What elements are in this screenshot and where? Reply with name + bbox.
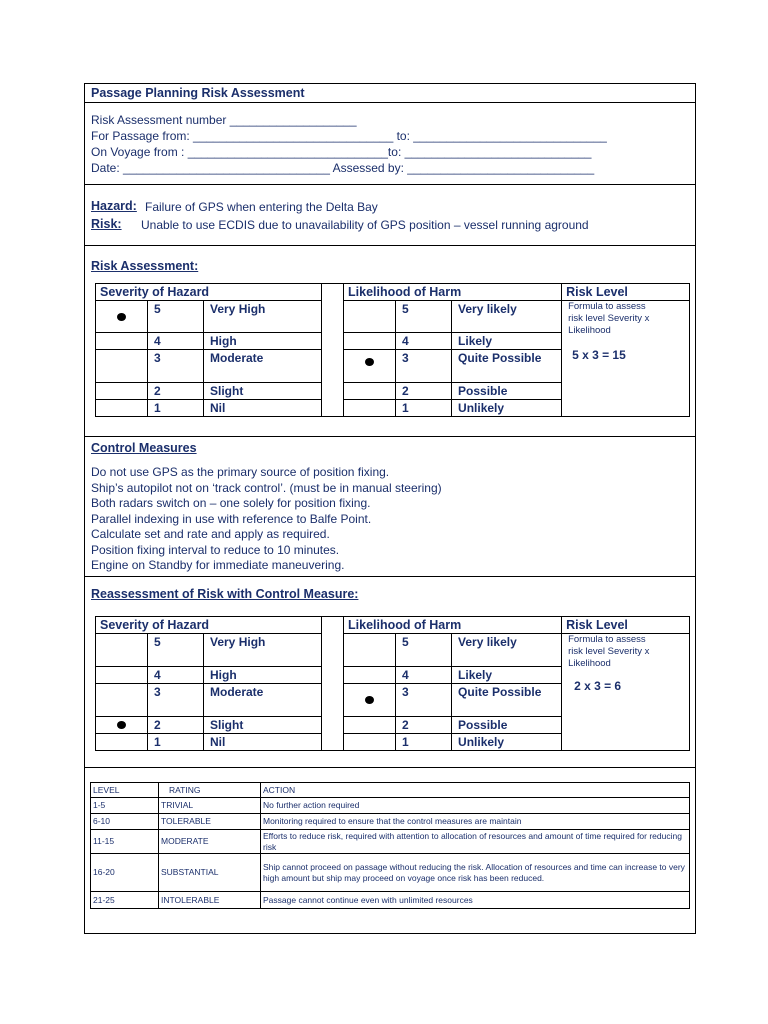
likelihood-num: 4 bbox=[396, 333, 452, 350]
severity-mark-cell[interactable] bbox=[96, 734, 148, 751]
likelihood-num: 5 bbox=[396, 634, 452, 667]
severity-label: High bbox=[204, 667, 322, 684]
reassessment-table bbox=[95, 616, 690, 751]
risk-level-cell bbox=[562, 301, 690, 417]
action-header: ACTION bbox=[261, 783, 690, 798]
risk-formula: Formula to assess risk level Severity x Likelihood bbox=[568, 634, 650, 669]
severity-mark-cell[interactable] bbox=[96, 301, 148, 333]
rating-header: RATING bbox=[159, 783, 261, 798]
severity-num: 4 bbox=[148, 333, 204, 350]
risk-assessment-form bbox=[84, 83, 696, 934]
likelihood-num: 2 bbox=[396, 717, 452, 734]
likelihood-num: 1 bbox=[396, 734, 452, 751]
severity-mark-cell[interactable] bbox=[96, 333, 148, 350]
likelihood-label: Very likely bbox=[452, 301, 562, 333]
likelihood-mark-cell[interactable] bbox=[344, 333, 396, 350]
severity-label: Slight bbox=[204, 383, 322, 400]
likelihood-num: 1 bbox=[396, 400, 452, 417]
likelihood-mark-cell[interactable] bbox=[344, 734, 396, 751]
severity-mark-cell[interactable] bbox=[96, 667, 148, 684]
control-measures-heading: Control Measures bbox=[91, 441, 197, 455]
severity-num: 5 bbox=[148, 634, 204, 667]
reassessment-heading: Reassessment of Risk with Control Measure: bbox=[91, 587, 359, 601]
likelihood-label: Likely bbox=[452, 333, 562, 350]
hazard-text: Failure of GPS when entering the Delta Bay bbox=[145, 200, 378, 214]
control-measure-item: Both radars switch on – one solely for position fixing. bbox=[91, 496, 371, 510]
control-measure-item: Ship’s autopilot not on ‘track control’. (must be in manual steering) bbox=[91, 481, 442, 495]
selected-dot-icon bbox=[117, 313, 126, 321]
selected-dot-icon bbox=[365, 358, 374, 366]
likelihood-num: 3 bbox=[396, 350, 452, 383]
rating-cell: SUBSTANTIAL bbox=[159, 854, 261, 892]
level-cell: 11-15 bbox=[91, 830, 159, 854]
severity-header: Severity of Hazard bbox=[96, 617, 322, 634]
control-measure-item: Do not use GPS as the primary source of position fixing. bbox=[91, 465, 390, 479]
severity-label: Nil bbox=[204, 734, 322, 751]
severity-num: 1 bbox=[148, 400, 204, 417]
rating-cell: INTOLERABLE bbox=[159, 892, 261, 909]
severity-header: Severity of Hazard bbox=[96, 284, 322, 301]
risk-label: Risk: bbox=[91, 217, 122, 231]
risk-level-header: Risk Level bbox=[562, 284, 690, 301]
reassessment-section bbox=[85, 577, 695, 768]
passage-from-to-field[interactable]: For Passage from: ______________________________ to: _____________________________ bbox=[91, 129, 607, 143]
severity-label: Moderate bbox=[204, 684, 322, 717]
reassessment-result: 2 x 3 = 6 bbox=[574, 679, 622, 693]
severity-label: Very High bbox=[204, 301, 322, 333]
risk-assessment-table bbox=[95, 283, 690, 417]
severity-num: 3 bbox=[148, 684, 204, 717]
table-spacer bbox=[322, 617, 344, 751]
likelihood-num: 2 bbox=[396, 383, 452, 400]
selected-dot-icon bbox=[365, 696, 374, 704]
likelihood-num: 4 bbox=[396, 667, 452, 684]
action-cell: Passage cannot continue even with unlimited resources bbox=[261, 892, 690, 909]
header-section bbox=[85, 103, 695, 185]
risk-assessment-heading: Risk Assessment: bbox=[91, 259, 199, 273]
likelihood-mark-cell[interactable] bbox=[344, 717, 396, 734]
severity-mark-cell[interactable] bbox=[96, 400, 148, 417]
control-measure-item: Calculate set and rate and apply as required. bbox=[91, 527, 330, 541]
severity-num: 4 bbox=[148, 667, 204, 684]
level-cell: 21-25 bbox=[91, 892, 159, 909]
severity-label: Slight bbox=[204, 717, 322, 734]
likelihood-mark-cell[interactable] bbox=[344, 350, 396, 383]
likelihood-label: Quite Possible bbox=[452, 350, 562, 383]
likelihood-label: Quite Possible bbox=[452, 684, 562, 717]
severity-mark-cell[interactable] bbox=[96, 383, 148, 400]
form-title: Passage Planning Risk Assessment bbox=[91, 86, 305, 100]
action-cell: Ship cannot proceed on passage without reducing the risk. Allocation of resources and time can increase to very high amount but ship may proceed on voyage once risk has been reduced. bbox=[261, 854, 690, 892]
level-cell: 1-5 bbox=[91, 798, 159, 814]
likelihood-header: Likelihood of Harm bbox=[344, 617, 562, 634]
action-cell: Efforts to reduce risk, required with attention to allocation of resources and amount of time required for reducing risk bbox=[261, 830, 690, 854]
risk-assessment-section bbox=[85, 246, 695, 437]
table-spacer bbox=[322, 284, 344, 417]
rating-cell: TRIVIAL bbox=[159, 798, 261, 814]
likelihood-label: Very likely bbox=[452, 634, 562, 667]
hazard-label: Hazard: bbox=[91, 199, 137, 213]
risk-level-header: Risk Level bbox=[562, 617, 690, 634]
likelihood-num: 3 bbox=[396, 684, 452, 717]
risk-level-cell bbox=[562, 634, 690, 751]
title-section bbox=[85, 84, 695, 103]
date-assessed-by-field[interactable]: Date: _______________________________ Assessed by: ____________________________ bbox=[91, 161, 595, 175]
likelihood-mark-cell[interactable] bbox=[344, 301, 396, 333]
severity-label: Nil bbox=[204, 400, 322, 417]
likelihood-mark-cell[interactable] bbox=[344, 400, 396, 417]
likelihood-label: Unlikely bbox=[452, 400, 562, 417]
control-measures-section bbox=[85, 437, 695, 577]
severity-num: 2 bbox=[148, 717, 204, 734]
level-header: LEVEL bbox=[91, 783, 159, 798]
severity-label: High bbox=[204, 333, 322, 350]
risk-result: 5 x 3 = 15 bbox=[572, 348, 626, 362]
risk-assessment-number-field[interactable]: Risk Assessment number ___________________ bbox=[91, 113, 357, 127]
control-measure-item: Position fixing interval to reduce to 10 minutes. bbox=[91, 543, 340, 557]
severity-mark-cell[interactable] bbox=[96, 350, 148, 383]
likelihood-label: Likely bbox=[452, 667, 562, 684]
severity-mark-cell[interactable] bbox=[96, 684, 148, 717]
likelihood-mark-cell[interactable] bbox=[344, 667, 396, 684]
level-cell: 6-10 bbox=[91, 814, 159, 830]
likelihood-label: Possible bbox=[452, 383, 562, 400]
severity-num: 1 bbox=[148, 734, 204, 751]
rating-cell: MODERATE bbox=[159, 830, 261, 854]
severity-num: 2 bbox=[148, 383, 204, 400]
control-measure-item: Parallel indexing in use with reference to Balfe Point. bbox=[91, 512, 372, 526]
severity-label: Moderate bbox=[204, 350, 322, 383]
level-cell: 16-20 bbox=[91, 854, 159, 892]
voyage-from-to-field[interactable]: On Voyage from : ______________________________to: ____________________________ bbox=[91, 145, 592, 159]
severity-mark-cell[interactable] bbox=[96, 634, 148, 667]
risk-formula: Formula to assess risk level Severity x Likelihood bbox=[568, 301, 650, 336]
selected-dot-icon bbox=[117, 721, 126, 729]
severity-label: Very High bbox=[204, 634, 322, 667]
control-measure-item: Engine on Standby for immediate maneuvering. bbox=[91, 558, 345, 572]
rating-cell: TOLERABLE bbox=[159, 814, 261, 830]
severity-num: 5 bbox=[148, 301, 204, 333]
likelihood-mark-cell[interactable] bbox=[344, 634, 396, 667]
likelihood-mark-cell[interactable] bbox=[344, 684, 396, 717]
action-cell: No further action required bbox=[261, 798, 690, 814]
hazard-section bbox=[85, 185, 695, 246]
risk-level-table bbox=[90, 782, 690, 909]
likelihood-label: Unlikely bbox=[452, 734, 562, 751]
action-cell: Monitoring required to ensure that the control measures are maintain bbox=[261, 814, 690, 830]
likelihood-num: 5 bbox=[396, 301, 452, 333]
severity-num: 3 bbox=[148, 350, 204, 383]
severity-mark-cell[interactable] bbox=[96, 717, 148, 734]
risk-text: Unable to use ECDIS due to unavailability of GPS position – vessel running aground bbox=[141, 218, 589, 232]
likelihood-header: Likelihood of Harm bbox=[344, 284, 562, 301]
likelihood-mark-cell[interactable] bbox=[344, 383, 396, 400]
likelihood-label: Possible bbox=[452, 717, 562, 734]
